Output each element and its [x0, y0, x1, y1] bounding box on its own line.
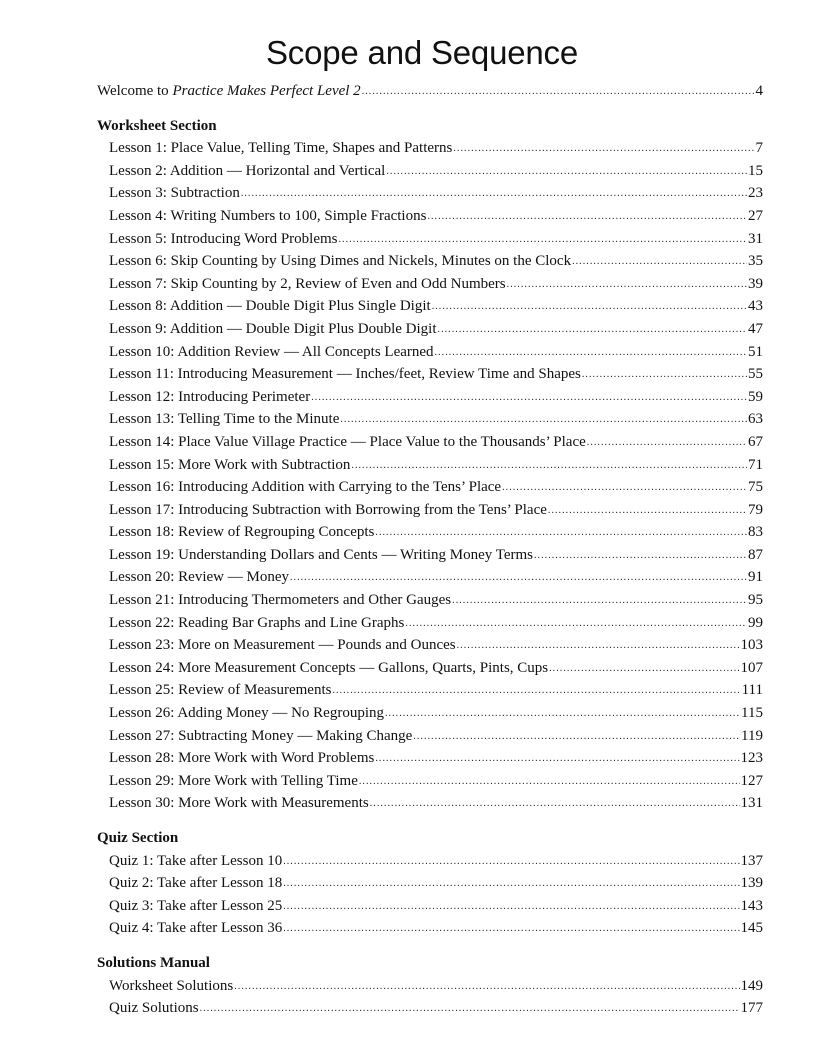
toc-page-number: 99 — [748, 614, 763, 631]
toc-entry-label: Quiz 4: Take after Lesson 36 — [109, 920, 283, 937]
toc-page-number: 143 — [740, 897, 763, 914]
toc-entry — [97, 318, 763, 341]
toc-entry — [97, 792, 763, 815]
section-heading: Quiz Section — [97, 830, 179, 846]
dot-leader — [507, 274, 747, 297]
toc-page-number: 55 — [748, 366, 763, 383]
dot-leader — [311, 387, 747, 410]
toc-page-number: 71 — [748, 456, 763, 473]
toc-entry-label: Lesson 1: Place Value, Telling Time, Shapes and Patterns — [109, 140, 453, 157]
toc-entry-label: Lesson 27: Subtracting Money — Making Change — [109, 727, 413, 744]
toc-page-number: 95 — [748, 592, 763, 609]
section-heading: Worksheet Section — [97, 117, 217, 134]
toc-entry — [97, 431, 763, 454]
toc-entry — [97, 160, 763, 183]
toc-entry-label: Quiz 2: Take after Lesson 18 — [109, 875, 283, 892]
dot-leader — [534, 545, 747, 568]
table-of-contents — [97, 80, 763, 1020]
dot-leader — [548, 500, 747, 523]
dot-leader — [283, 851, 739, 874]
section-heading: Solutions Manual — [97, 954, 210, 971]
toc-entry-label: Lesson 13: Telling Time to the Minute — [109, 411, 340, 428]
toc-entry — [97, 544, 763, 567]
dot-leader — [375, 748, 739, 771]
page-title: Scope and Sequence — [266, 34, 578, 71]
toc-page-number: 87 — [748, 546, 763, 563]
dot-leader — [435, 342, 747, 365]
toc-entry-label: Lesson 24: More Measurement Concepts — Gallons, Quarts, Pints, Cups — [109, 659, 549, 676]
toc-entry-label: Lesson 25: Review of Measurements — [109, 682, 332, 699]
toc-page-number: 107 — [740, 659, 763, 676]
toc-page-number: 127 — [740, 772, 763, 789]
toc-entry-label: Lesson 8: Addition — Double Digit Plus Single Digit — [109, 298, 431, 315]
toc-entry-label — [97, 80, 361, 103]
dot-leader — [453, 138, 754, 161]
toc-entry — [97, 895, 763, 918]
toc-page-number: 51 — [748, 343, 763, 360]
toc-entry — [97, 589, 763, 612]
toc-entry — [97, 408, 763, 431]
toc-entry-label: Lesson 12: Introducing Perimeter — [109, 388, 311, 405]
toc-page-number: 79 — [748, 501, 763, 518]
worksheet-section — [97, 115, 763, 815]
toc-entry — [97, 850, 763, 873]
toc-page-number: 119 — [741, 727, 763, 744]
toc-entry — [97, 997, 763, 1020]
toc-page-number: 27 — [748, 207, 763, 224]
toc-entry — [97, 747, 763, 770]
dot-leader — [290, 567, 747, 590]
toc-entry — [97, 363, 763, 386]
toc-entry — [97, 454, 763, 477]
worksheet-list — [97, 137, 763, 815]
dot-leader — [283, 918, 739, 941]
toc-entry-label: Quiz 3: Take after Lesson 25 — [109, 897, 283, 914]
toc-entry — [97, 634, 763, 657]
dot-leader — [587, 432, 747, 455]
toc-entry-label: Lesson 19: Understanding Dollars and Cents — Writing Money Terms — [109, 546, 533, 563]
toc-entry-label: Lesson 22: Reading Bar Graphs and Line Graphs — [109, 614, 405, 631]
toc-page-number: 137 — [740, 852, 763, 869]
dot-leader — [340, 409, 747, 432]
toc-entry-welcome — [97, 80, 763, 103]
toc-entry — [97, 182, 763, 205]
dot-leader — [405, 613, 747, 636]
dot-leader — [438, 319, 747, 342]
toc-page-number: 43 — [748, 298, 763, 315]
dot-leader — [339, 229, 748, 252]
toc-entry-label: Lesson 6: Skip Counting by Using Dimes and Nickels, Minutes on the Clock — [109, 253, 572, 270]
toc-page-number: 7 — [755, 140, 763, 157]
toc-entry — [97, 476, 763, 499]
solutions-list — [97, 975, 763, 1020]
toc-entry-label: Lesson 16: Introducing Addition with Carrying to the Tens’ Place — [109, 479, 502, 496]
toc-entry — [97, 228, 763, 251]
toc-page-number: 149 — [740, 977, 763, 994]
toc-entry — [97, 205, 763, 228]
dot-leader — [332, 680, 740, 703]
dot-leader — [502, 477, 747, 500]
toc-entry-label: Lesson 21: Introducing Thermometers and Other Gauges — [109, 592, 452, 609]
toc-entry-label: Lesson 10: Addition Review — All Concepts Learned — [109, 343, 434, 360]
toc-entry-label: Lesson 28: More Work with Word Problems — [109, 750, 375, 767]
dot-leader — [283, 873, 739, 896]
toc-page-number: 75 — [748, 479, 763, 496]
toc-page-number: 123 — [740, 750, 763, 767]
toc-page-number: 35 — [748, 253, 763, 270]
toc-page-number: 115 — [741, 705, 763, 722]
toc-entry-label: Lesson 15: More Work with Subtraction — [109, 456, 351, 473]
dot-leader — [385, 703, 740, 726]
toc-entry — [97, 612, 763, 635]
toc-entry — [97, 566, 763, 589]
toc-entry — [97, 273, 763, 296]
dot-leader — [549, 658, 739, 681]
toc-entry — [97, 679, 763, 702]
toc-entry — [97, 386, 763, 409]
toc-entry-label: Lesson 18: Review of Regrouping Concepts — [109, 524, 375, 541]
toc-page-number: 103 — [740, 637, 763, 654]
toc-entry-label: Lesson 3: Subtraction — [109, 185, 240, 202]
dot-leader — [582, 364, 747, 387]
toc-page-number: 39 — [748, 275, 763, 292]
toc-entry — [97, 872, 763, 895]
toc-entry-label: Quiz 1: Take after Lesson 10 — [109, 852, 283, 869]
toc-page-number: 131 — [740, 795, 763, 812]
toc-entry-label: Quiz Solutions — [109, 1000, 199, 1017]
toc-entry — [97, 295, 763, 318]
toc-entry-label: Lesson 30: More Work with Measurements — [109, 795, 369, 812]
dot-leader — [432, 296, 747, 319]
dot-leader — [386, 161, 747, 184]
toc-entry-label: Lesson 9: Addition — Double Digit Plus Double Digit — [109, 320, 437, 337]
toc-entry-label: Lesson 4: Writing Numbers to 100, Simple Fractions — [109, 207, 427, 224]
toc-entry — [97, 725, 763, 748]
quiz-section — [97, 827, 763, 940]
dot-leader — [241, 183, 747, 206]
toc-page-number: 177 — [740, 1000, 763, 1017]
dot-leader — [427, 206, 747, 229]
dot-leader — [370, 793, 740, 816]
toc-entry — [97, 137, 763, 160]
toc-page-number: 15 — [748, 162, 763, 179]
dot-leader — [234, 976, 739, 999]
dot-leader — [359, 771, 740, 794]
toc-entry-label: Lesson 23: More on Measurement — Pounds and Ounces — [109, 637, 456, 654]
toc-entry — [97, 341, 763, 364]
toc-page-number: 23 — [748, 185, 763, 202]
toc-entry-label: Lesson 7: Skip Counting by 2, Review of Even and Odd Numbers — [109, 275, 506, 292]
toc-entry-label: Lesson 2: Addition — Horizontal and Vertical — [109, 162, 386, 179]
toc-entry — [97, 521, 763, 544]
toc-page-number: 83 — [748, 524, 763, 541]
toc-page-number: 4 — [755, 83, 763, 99]
dot-leader — [413, 726, 740, 749]
toc-page-number: 47 — [748, 320, 763, 337]
toc-entry — [97, 702, 763, 725]
toc-entry — [97, 657, 763, 680]
toc-page-number: 59 — [748, 388, 763, 405]
dot-leader — [375, 522, 747, 545]
toc-page-number: 67 — [748, 433, 763, 450]
dot-leader — [200, 998, 740, 1021]
toc-entry — [97, 499, 763, 522]
toc-page-number: 91 — [748, 569, 763, 586]
toc-entry-label: Lesson 14: Place Value Village Practice — Place Value to the Thousands’ Place — [109, 433, 586, 450]
toc-entry — [97, 975, 763, 998]
dot-leader — [452, 590, 747, 613]
toc-entry-label: Lesson 26: Adding Money — No Regrouping — [109, 705, 384, 722]
quiz-list — [97, 850, 763, 940]
toc-entry — [97, 770, 763, 793]
toc-entry — [97, 250, 763, 273]
dot-leader — [457, 635, 740, 658]
dot-leader — [572, 251, 747, 274]
toc-entry-label: Worksheet Solutions — [109, 977, 234, 994]
toc-entry-label: Lesson 17: Introducing Subtraction with Borrowing from the Tens’ Place — [109, 501, 547, 518]
toc-entry — [97, 917, 763, 940]
toc-entry-label: Lesson 5: Introducing Word Problems — [109, 230, 338, 247]
solutions-section — [97, 952, 763, 1020]
toc-page-number: 31 — [748, 230, 763, 247]
dot-leader — [362, 81, 755, 104]
dot-leader — [283, 896, 739, 919]
toc-page-number: 139 — [740, 875, 763, 892]
toc-page-number: 111 — [741, 682, 763, 699]
toc-entry-label: Lesson 29: More Work with Telling Time — [109, 772, 358, 789]
toc-entry-label: Lesson 11: Introducing Measurement — Inches/feet, Review Time and Shapes — [109, 366, 581, 383]
toc-entry-label: Lesson 20: Review — Money — [109, 569, 289, 586]
welcome-prefix: Welcome to — [97, 83, 173, 99]
toc-page-number: 63 — [748, 411, 763, 428]
dot-leader — [351, 455, 747, 478]
toc-page-number: 145 — [740, 920, 763, 937]
book-title: Practice Makes Perfect Level 2 — [172, 83, 361, 99]
